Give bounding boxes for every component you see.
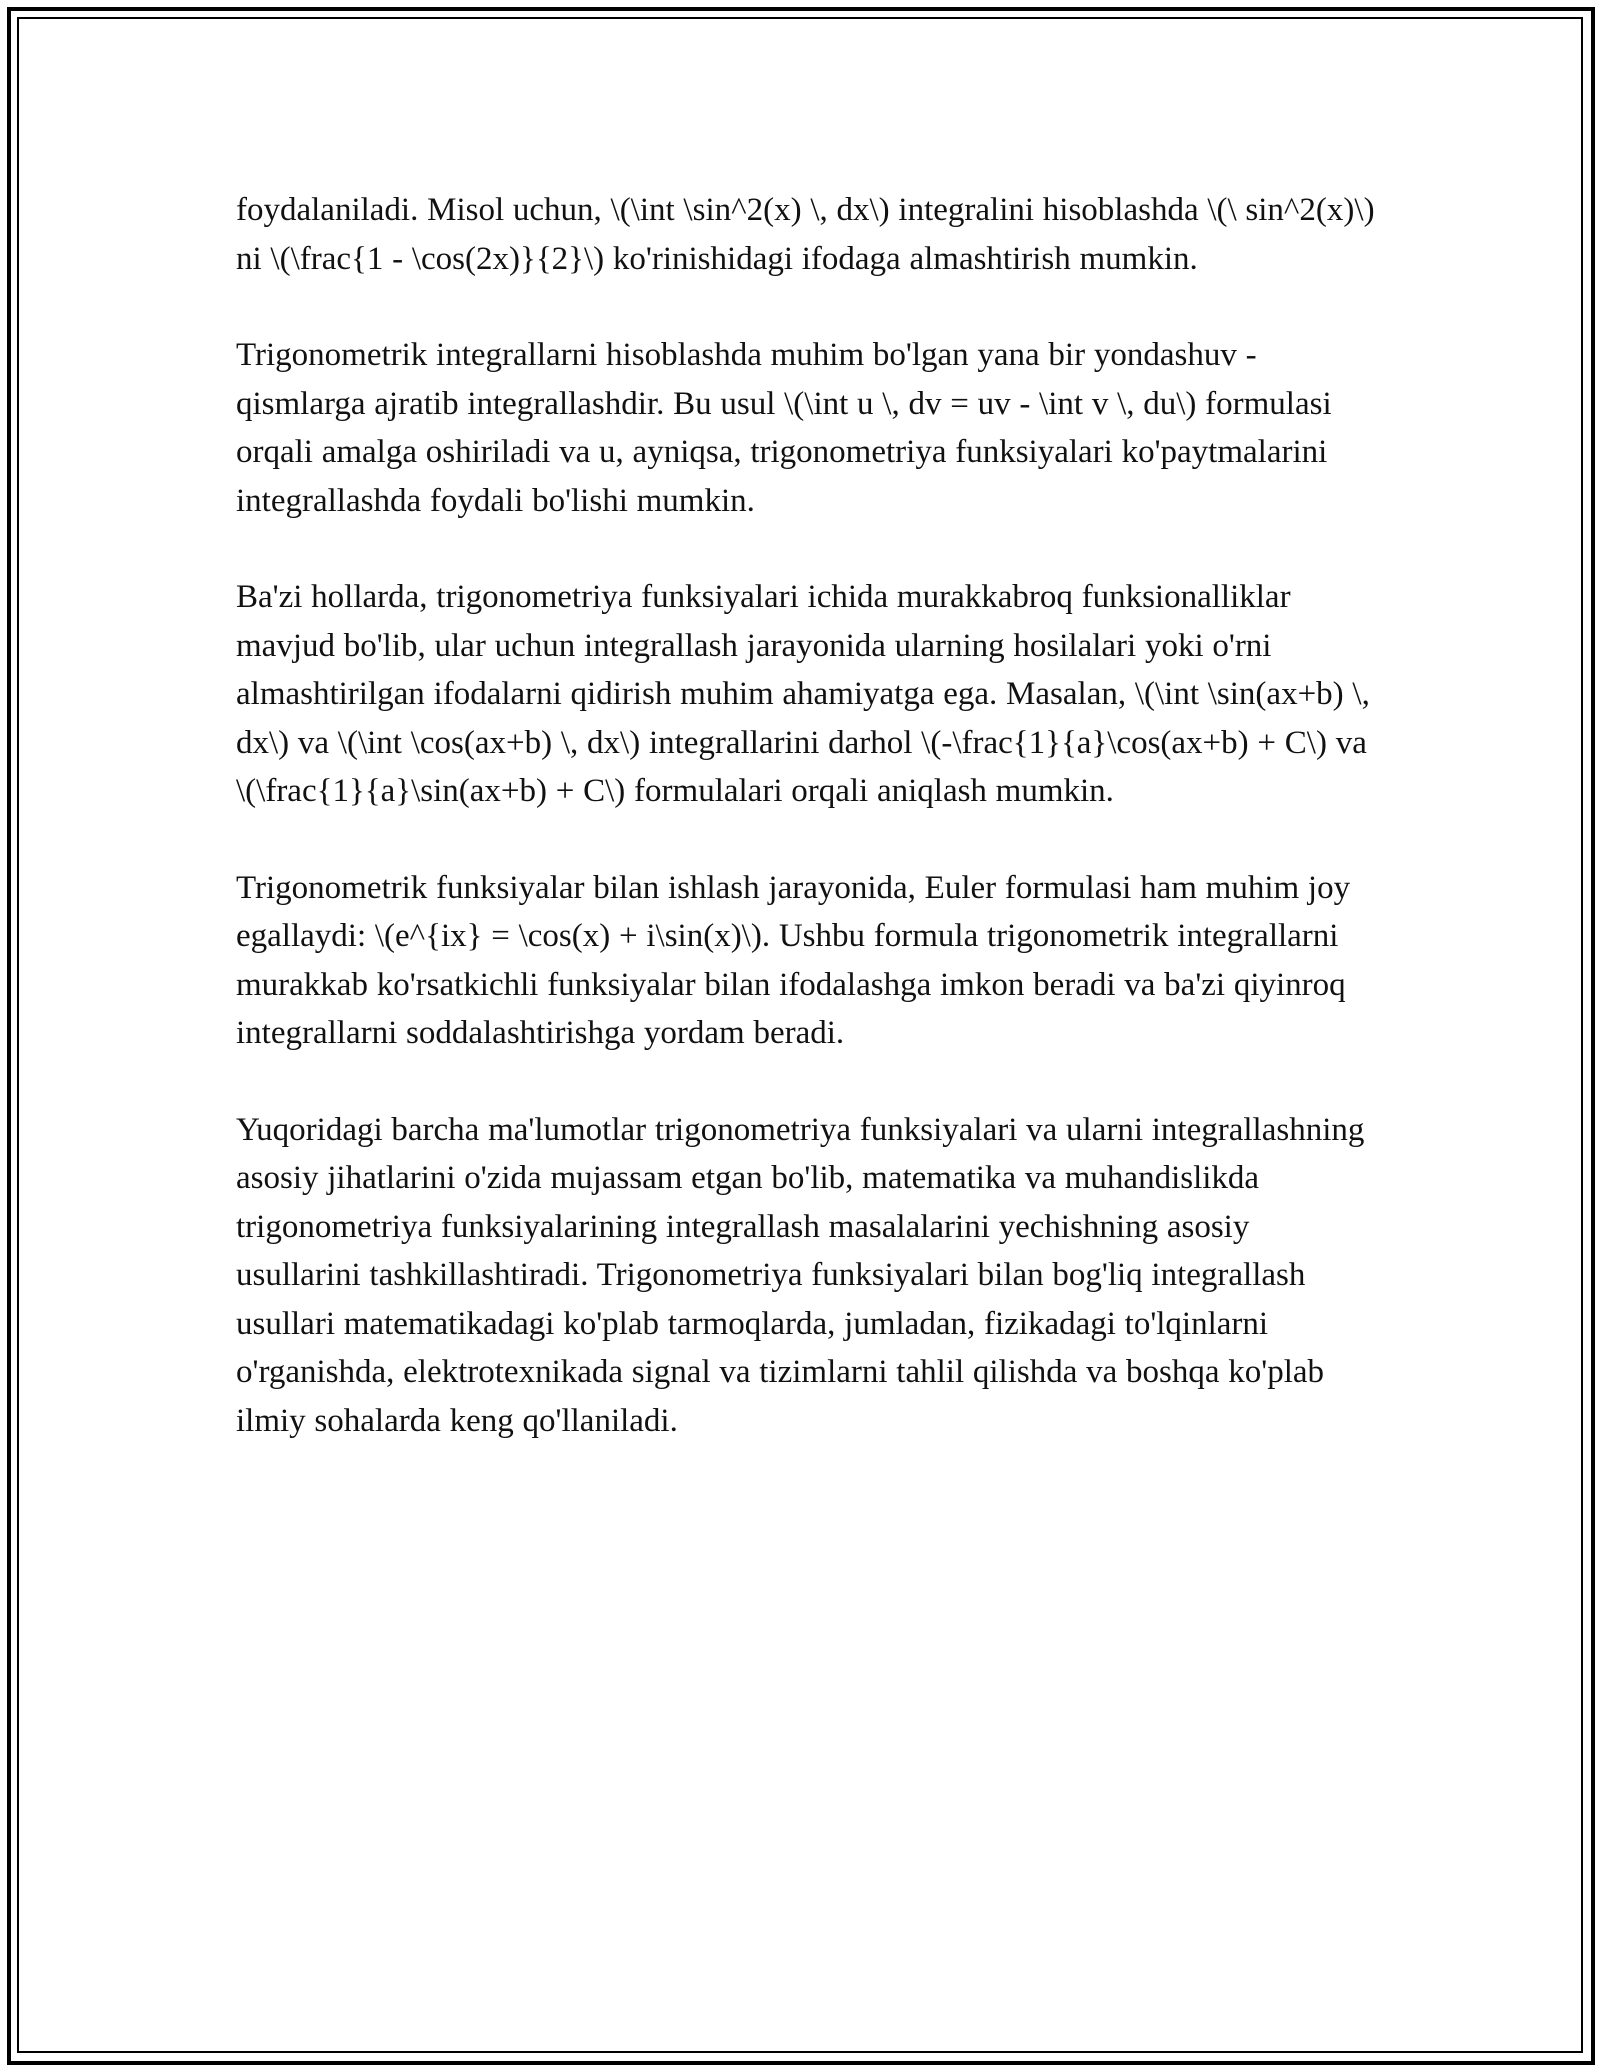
paragraph-2: Trigonometrik integrallarni hisoblashda muhim bo'lgan yana bir yondashuv - qismlarga ajratib integrallashdir. Bu usul \(\int u \, dv = uv - \int v \, du\) formulasi orqali amalga oshiriladi va u, ayniqsa, trigonometriya funksiyalari ko'paytmalarini integrallashda foydali bo'lishi mumkin. bbox=[236, 337, 1332, 519]
paragraph-1: foydalaniladi. Misol uchun, \(\int \sin^2(x) \, dx\) integralini hisoblashda \(\ sin^2(x)\) ni \(\frac{1 - \cos(2x)}{2}\) ko'rinishidagi ifodaga almashtirish mumkin. bbox=[236, 192, 1375, 277]
document-body bbox=[236, 186, 1376, 1493]
paragraph-5: Yuqoridagi barcha ma'lumotlar trigonometriya funksiyalari va ularni integrallashning asosiy jihatlarini o'zida mujassam etgan bo'lib, matematika va muhandislikda trigonometriya funksiyalarining integrallash masalalarini yechishning asosiy usullarini tashkillashtiradi. Trigonometriya funksiyalari bilan bog'liq integrallash usullari matematikadagi ko'plab tarmoqlarda, jumladan, fizikadagi to'lqinlarni o'rganishda, elektrotexnikada signal va tizimlarni tahlil qilishda va boshqa ko'plab ilmiy sohalarda keng qo'llaniladi. bbox=[236, 1111, 1365, 1439]
paragraph-3: Ba'zi hollarda, trigonometriya funksiyalari ichida murakkabroq funksionalliklar mavjud bo'lib, ular uchun integrallash jarayonida ularning hosilalari yoki o'rni almashtirilgan ifodalarni qidirish muhim ahamiyatga ega. Masalan, \(\int \sin(ax+b) \, dx\) va \(\int \cos(ax+b) \, dx\) integrallarini darhol \(-\frac{1}{a}\cos(ax+b) + C\) va \(\frac{1}{a}\sin(ax+b) + C\) formulalari orqali aniqlash mumkin. bbox=[236, 579, 1370, 809]
paragraph-4: Trigonometrik funksiyalar bilan ishlash jarayonida, Euler formulasi ham muhim joy egallaydi: \(e^{ix} = \cos(x) + i\sin(x)\). Ushbu formula trigonometrik integrallarni murakkab ko'rsatkichli funksiyalar bilan ifodalashga imkon beradi va ba'zi qiyinroq integrallarni soddalashtirishga yordam beradi. bbox=[236, 869, 1351, 1051]
